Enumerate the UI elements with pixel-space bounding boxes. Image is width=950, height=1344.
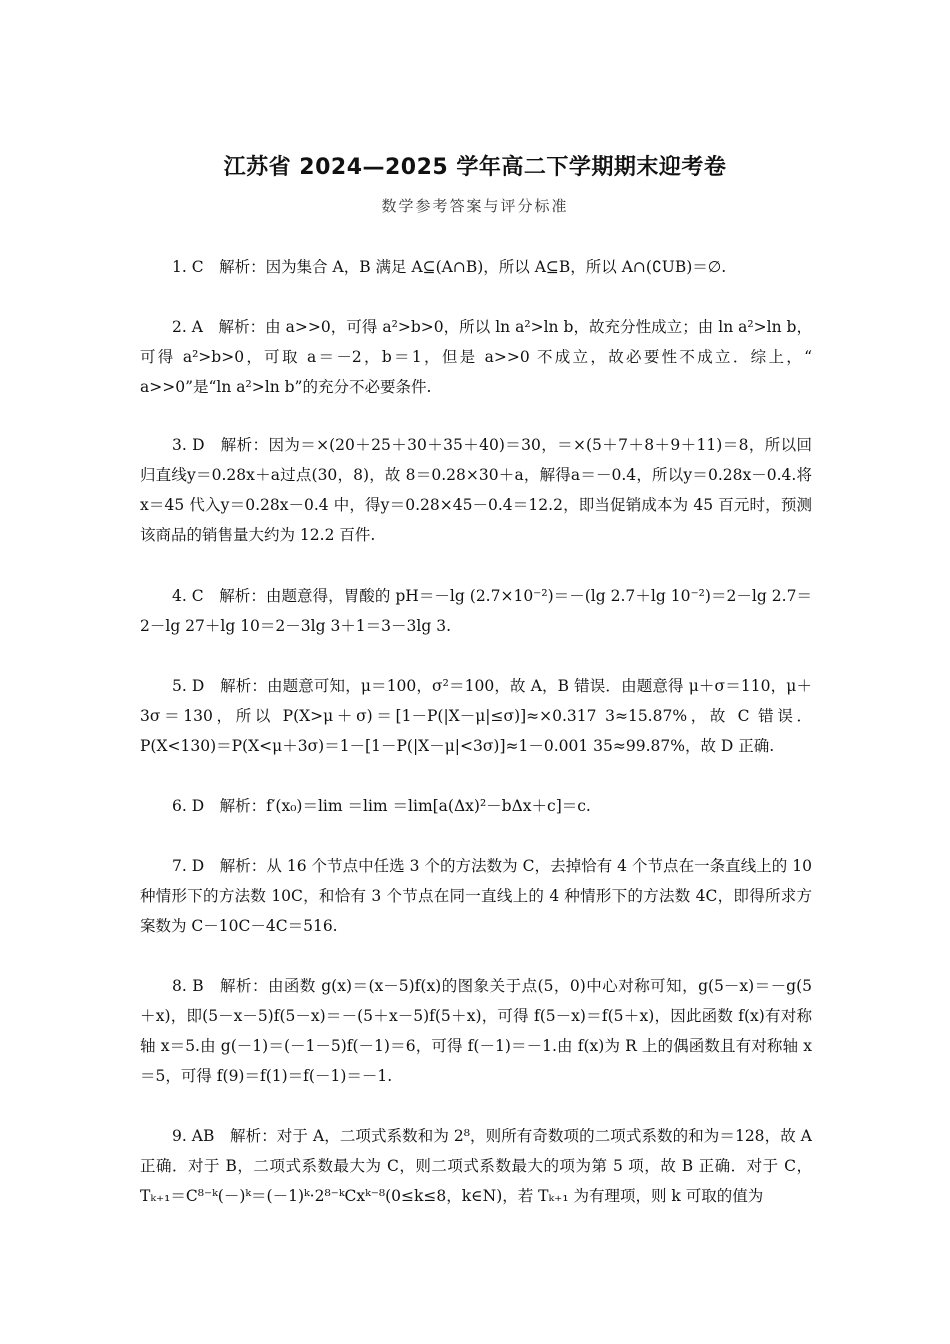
answer-item-1: 1. C 解析：因为集合 A，B 满足 A⊆(A∩B)，所以 A⊆B，所以 A∩(∁UB)＝∅. — [172, 258, 727, 276]
answer-item-7: 7. D 解析：从 16 个节点中任选 3 个的方法数为 C，去掉恰有 4 个节点在一条直线上的 10 种情形下的方法数 10C，和恰有 3 个节点在同一直线上的 4 种情形下的方法数 4C，即得所求方案数为 C－10C－4C＝516. — [140, 857, 812, 935]
answer-item-9: 9. AB 解析：对于 A，二项式系数和为 2⁸，则所有奇数项的二项式系数的和为＝128，故 A 正确．对于 B，二项式系数最大为 C，则二项式系数最大的项为第 5 项，故 B 正确．对于 C，Tₖ₊₁＝C⁸⁻ᵏ(－)ᵏ＝(－1)ᵏ·2⁸⁻ᵏCxᵏ⁻⁸(0≤k≤8，k∈N)，若 Tₖ₊₁ 为有理项，则 k 可取的值为 — [140, 1127, 812, 1205]
answer-item-3: 3. D 解析：因为＝×(20＋25＋30＋35＋40)＝30，＝×(5＋7＋8＋9＋11)＝8，所以回归直线y＝0.28x＋a过点(30，8)，故 8＝0.28×30＋a，解得a＝－0.4，所以y＝0.28x－0.4.将 x＝45 代入y＝0.28x－0.4 中，得y＝0.28×45－0.4＝12.2，即当促销成本为 45 百元时，预测该商品的销售量大约为 12.2 百件. — [140, 436, 812, 544]
answer-item-2: 2. A 解析：由 a>>0，可得 a²>b>0，所以 ln a²>ln b，故充分性成立；由 ln a²>ln b，可得 a²>b>0，可取 a＝－2，b＝1，但是 a>>0 不成立，故必要性不成立．综上，“ a>>0”是“ln a²>ln b”的充分不必要条件. — [140, 318, 812, 396]
document-subtitle: 数学参考答案与评分标准 — [381, 197, 569, 215]
document-title: 江苏省 2024—2025 学年高二下学期期末迎考卷 — [223, 155, 727, 180]
answer-item-8: 8. B 解析：由函数 g(x)＝(x－5)f(x)的图象关于点(5，0)中心对称可知，g(5－x)＝－g(5＋x)，即(5－x－5)f(5－x)＝－(5＋x－5)f(5＋x)，可得 f(5－x)＝f(5＋x)，因此函数 f(x)有对称轴 x＝5.由 g(－1)＝(－1－5)f(－1)＝6，可得 f(－1)＝－1.由 f(x)为 R 上的偶函数且有对称轴 x＝5，可得 f(9)＝f(1)＝f(－1)＝－1. — [140, 977, 812, 1085]
answer-item-4: 4. C 解析：由题意得，胃酸的 pH＝－lg (2.7×10⁻²)＝－(lg 2.7＋lg 10⁻²)＝2－lg 2.7＝2－lg 27＋lg 10＝2－3lg 3＋1＝3－3lg 3. — [140, 587, 812, 635]
answer-item-5: 5. D 解析：由题意可知，μ＝100，σ²＝100，故 A，B 错误．由题意得 μ＋σ＝110，μ＋3σ＝130，所以 P(X>μ＋σ)＝[1－P(|X－μ|≤σ)]≈×0.317 3≈15.87%，故 C 错误．P(X<130)＝P(X<μ＋3σ)＝1－[1－P(|X－μ|<3σ)]≈1－0.001 35≈99.87%，故 D 正确. — [140, 677, 812, 755]
answer-item-6: 6. D 解析：f′(x₀)＝lim ＝lim ＝lim[a(Δx)²－bΔx＋c]＝c. — [172, 797, 591, 815]
